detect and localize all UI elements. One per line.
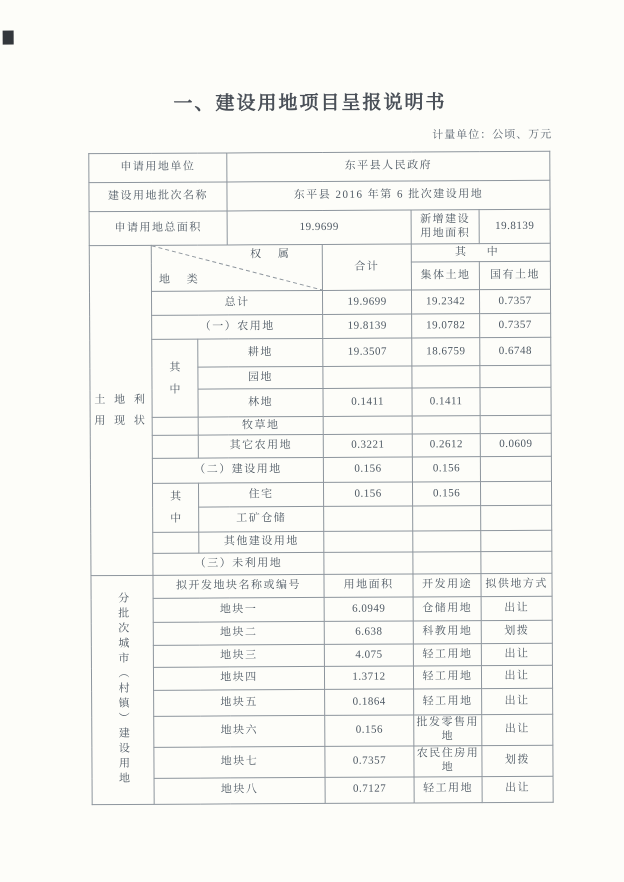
col-header-plot-supply: 拟供地方式 bbox=[481, 573, 552, 596]
cell-empty bbox=[152, 435, 198, 458]
cell-total: 0.3221 bbox=[323, 434, 412, 457]
cell-plot-name: 地块八 bbox=[154, 777, 325, 804]
cell-plot-use: 轻工用地 bbox=[413, 644, 481, 666]
cell-name: 林地 bbox=[198, 388, 323, 417]
cell-plot-use: 轻工用地 bbox=[414, 689, 482, 715]
cell-total: 19.9699 bbox=[323, 290, 412, 314]
cell-total bbox=[323, 416, 412, 434]
cell-collective: 0.2612 bbox=[412, 434, 480, 457]
col-header-collective: 集体土地 bbox=[411, 262, 479, 290]
cell-state bbox=[481, 551, 552, 573]
cell-collective bbox=[412, 366, 480, 388]
cell-plot-supply: 划拨 bbox=[481, 620, 552, 643]
cell-plot-supply: 出让 bbox=[481, 643, 552, 665]
cell-plot-area: 0.156 bbox=[325, 715, 414, 746]
section-label-land-use: 土 地 利 用 现 状 bbox=[89, 245, 153, 575]
cell-name: 园地 bbox=[198, 366, 323, 389]
cell-state: 0.6748 bbox=[480, 337, 551, 365]
cell-plot-supply: 划拨 bbox=[482, 745, 553, 776]
cell-plot-area: 6.638 bbox=[324, 621, 413, 644]
cell-plot-use: 农民住房用地 bbox=[414, 745, 482, 776]
cell-total: 19.8139 bbox=[323, 314, 412, 338]
diagonal-header-cell bbox=[151, 244, 322, 291]
cell-collective: 0.156 bbox=[412, 457, 480, 482]
cell-state bbox=[480, 456, 551, 481]
field-value-applicant: 东平县人民政府 bbox=[227, 151, 550, 182]
cell-total: 0.156 bbox=[323, 457, 412, 482]
owner-header-label: 权 属 bbox=[250, 248, 296, 261]
field-label-applicant: 申请用地单位 bbox=[89, 153, 227, 183]
cell-plot-use: 轻工用地 bbox=[413, 666, 481, 689]
cell-plot-use: 轻工用地 bbox=[414, 776, 482, 802]
cell-name: （一）农用地 bbox=[152, 314, 323, 339]
col-header-total: 合计 bbox=[322, 244, 411, 290]
cell-name: 其它农用地 bbox=[198, 434, 323, 458]
among-label-agricultural: 其 中 bbox=[152, 339, 198, 417]
cell-plot-supply: 出让 bbox=[482, 688, 553, 714]
cell-collective bbox=[413, 506, 481, 531]
cell-empty bbox=[152, 417, 198, 435]
cell-collective: 19.2342 bbox=[412, 290, 480, 314]
cell-state bbox=[481, 505, 552, 530]
cell-name: （二）建设用地 bbox=[152, 457, 323, 483]
cell-total bbox=[323, 366, 412, 388]
cell-plot-area: 0.7127 bbox=[325, 776, 414, 802]
category-header-label: 地 类 bbox=[158, 273, 205, 287]
col-header-plot-use: 开发用途 bbox=[413, 574, 481, 597]
cell-state bbox=[481, 481, 552, 505]
cell-collective: 19.0782 bbox=[412, 314, 480, 338]
cell-plot-name: 地块三 bbox=[153, 644, 324, 667]
scan-artifact-mark bbox=[3, 31, 14, 45]
cell-state: 0.7357 bbox=[480, 313, 551, 337]
field-value-new-area: 19.8139 bbox=[479, 209, 550, 243]
cell-plot-supply: 出让 bbox=[481, 596, 552, 620]
cell-collective: 18.6759 bbox=[412, 338, 480, 366]
cell-plot-area: 1.3712 bbox=[324, 666, 413, 689]
page-title: 一、建设用地项目呈报说明书 bbox=[173, 92, 447, 115]
col-header-plot-area: 用地面积 bbox=[324, 574, 413, 597]
among-label-construction: 其 中 bbox=[152, 483, 198, 532]
cell-state bbox=[481, 530, 552, 551]
cell-plot-name: 地块二 bbox=[153, 621, 324, 645]
cell-total bbox=[324, 531, 413, 552]
field-label-total-area: 申请用地总面积 bbox=[89, 211, 227, 246]
col-header-state: 国有土地 bbox=[479, 261, 550, 289]
cell-empty bbox=[153, 532, 199, 553]
cell-plot-supply: 出让 bbox=[482, 714, 553, 745]
cell-plot-name: 地块五 bbox=[154, 689, 325, 716]
cell-name: 工矿仓储 bbox=[199, 506, 324, 532]
field-label-new-area: 新增建设 用地面积 bbox=[411, 210, 479, 244]
cell-state: 0.7357 bbox=[480, 289, 551, 313]
cell-collective bbox=[413, 531, 481, 552]
cell-state bbox=[480, 415, 551, 433]
cell-state: 0.0609 bbox=[480, 433, 551, 456]
cell-plot-name: 地块四 bbox=[153, 666, 324, 690]
cell-plot-supply: 出让 bbox=[481, 665, 552, 688]
section-label-plots-cell bbox=[91, 575, 154, 804]
cell-plot-use: 仓储用地 bbox=[413, 597, 481, 621]
cell-plot-supply: 出让 bbox=[482, 776, 553, 802]
cell-plot-area: 4.075 bbox=[324, 644, 413, 666]
cell-name: （三）未利用地 bbox=[153, 552, 324, 575]
cell-total bbox=[324, 552, 413, 574]
cell-collective bbox=[412, 416, 480, 434]
cell-plot-area: 6.0949 bbox=[324, 597, 413, 621]
cell-plot-name: 地块六 bbox=[154, 715, 325, 746]
cell-total: 19.3507 bbox=[323, 338, 412, 366]
cell-name: 其他建设用地 bbox=[199, 531, 324, 553]
cell-plot-area: 0.7357 bbox=[325, 745, 414, 776]
cell-state bbox=[480, 365, 551, 387]
cell-name: 总计 bbox=[151, 290, 322, 315]
cell-name: 牧草地 bbox=[198, 416, 323, 435]
col-header-among: 其 中 bbox=[411, 243, 550, 262]
cell-plot-name: 地块一 bbox=[153, 597, 324, 622]
field-value-total-area: 19.9699 bbox=[227, 210, 411, 245]
cell-state bbox=[480, 387, 551, 415]
cell-name: 住宅 bbox=[198, 482, 323, 507]
cell-name: 耕地 bbox=[198, 338, 323, 367]
cell-collective bbox=[413, 552, 481, 574]
cell-plot-name: 地块七 bbox=[154, 746, 325, 778]
unit-note: 计量单位：公顷、万元 bbox=[432, 128, 553, 142]
field-label-batch-name: 建设用地批次名称 bbox=[89, 182, 227, 212]
cell-collective: 0.1411 bbox=[412, 388, 480, 416]
cell-plot-use: 科教用地 bbox=[413, 621, 481, 644]
cell-total: 0.156 bbox=[324, 482, 413, 506]
report-table bbox=[88, 151, 553, 805]
field-value-batch-name: 东平县 2016 年第 6 批次建设用地 bbox=[227, 180, 550, 211]
col-header-plot-name: 拟开发地块名称或编号 bbox=[153, 574, 324, 598]
section-label-plots: 分批次城市（村镇）建设用地 bbox=[116, 592, 130, 788]
cell-plot-area: 0.1864 bbox=[325, 689, 414, 715]
cell-plot-use: 批发零售用地 bbox=[414, 715, 482, 746]
cell-collective: 0.156 bbox=[413, 482, 481, 506]
cell-total: 0.1411 bbox=[323, 388, 412, 416]
cell-total bbox=[324, 506, 413, 531]
